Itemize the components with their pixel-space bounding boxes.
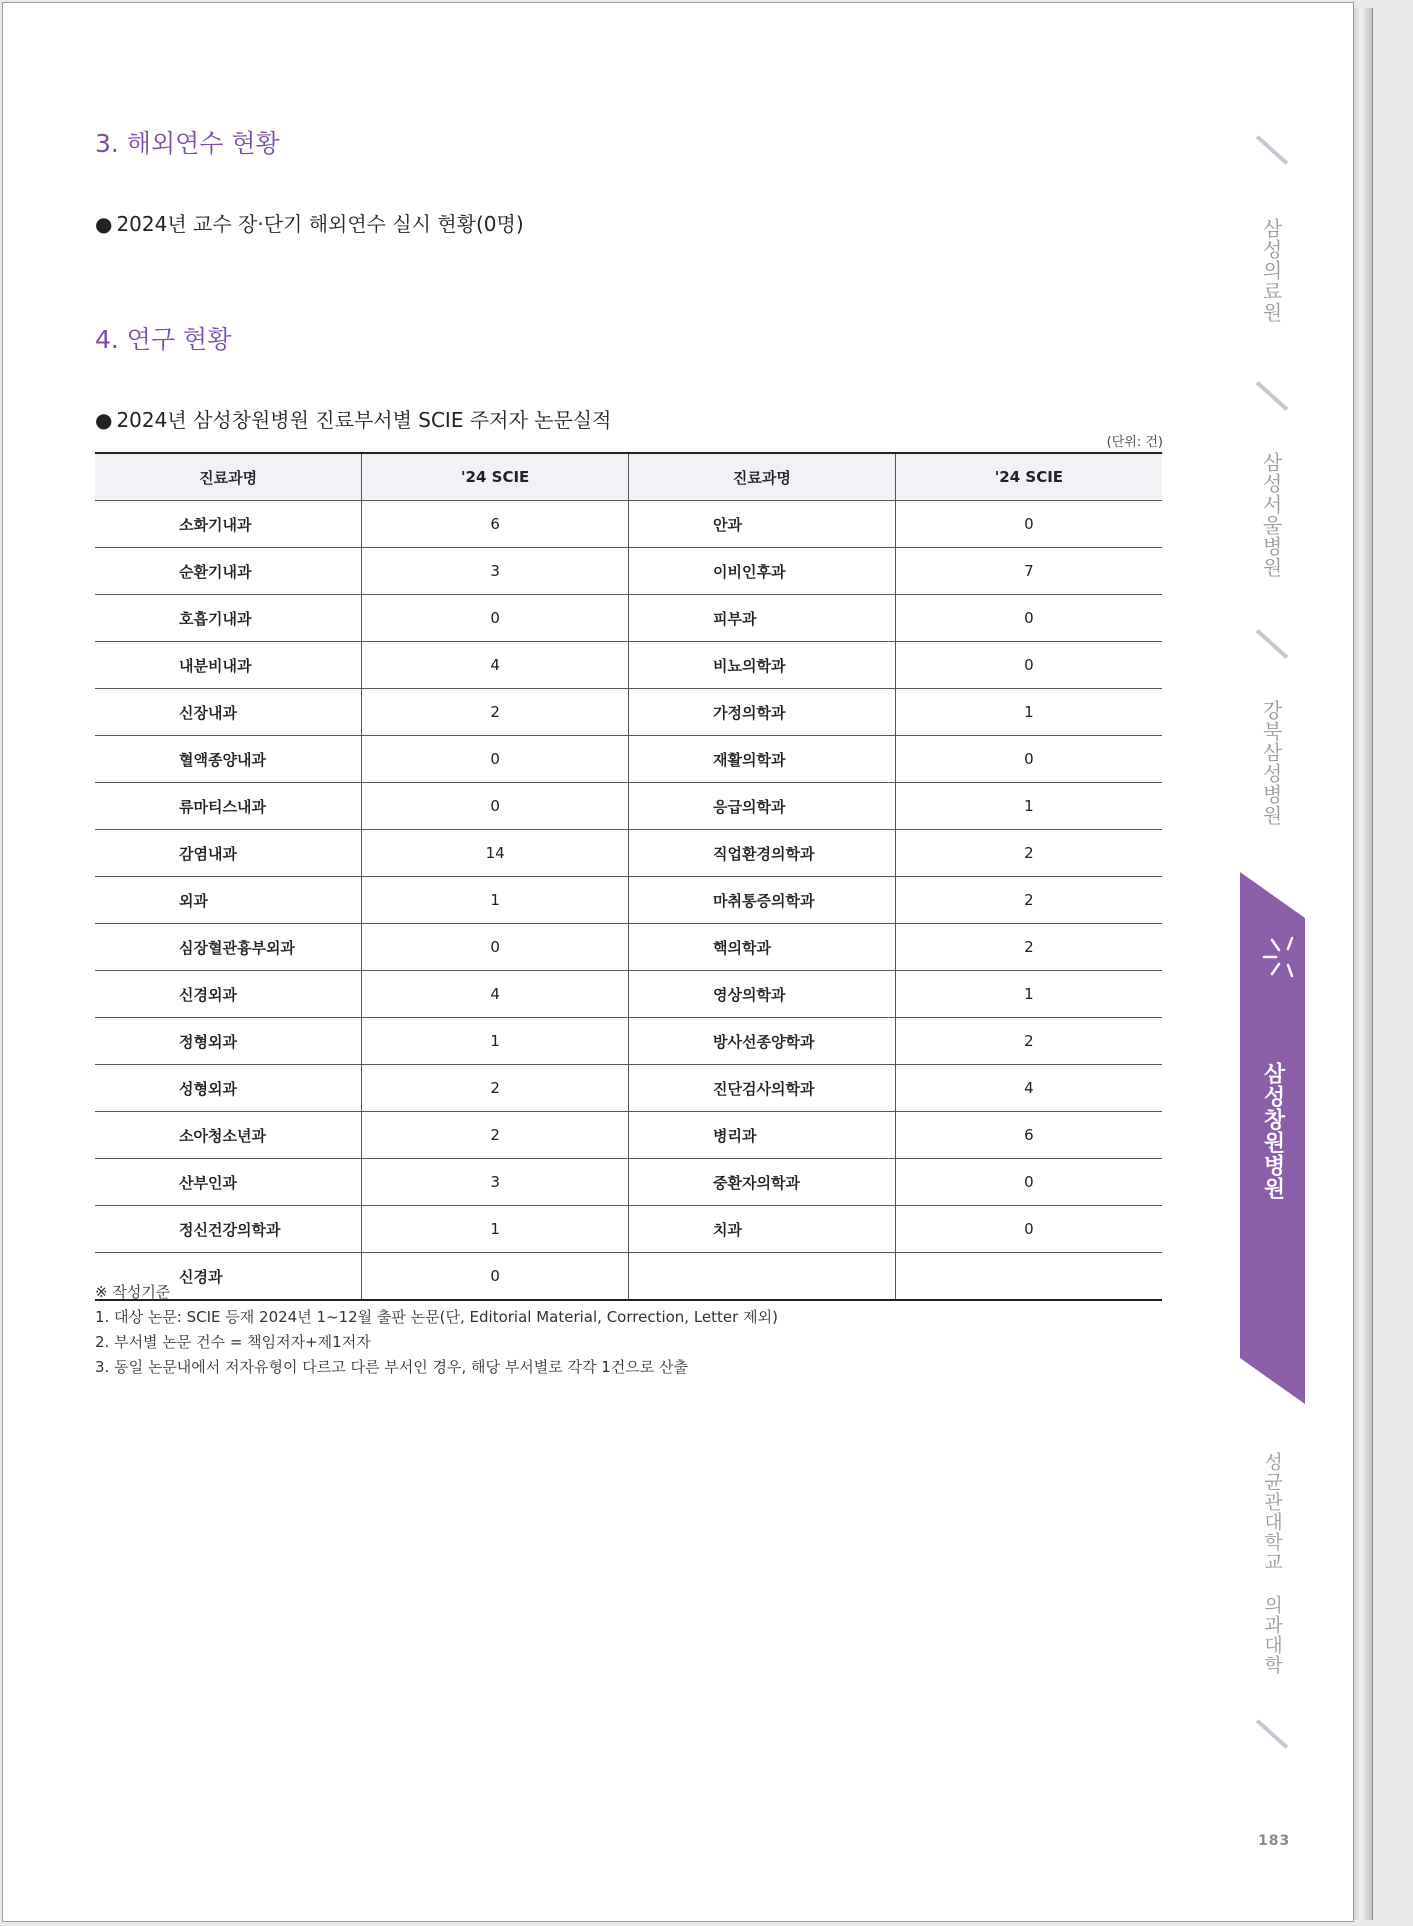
scie-count-cell: 6 <box>895 1112 1162 1159</box>
scie-count-cell: 1 <box>895 689 1162 736</box>
scie-count-cell: 0 <box>895 501 1162 548</box>
department-cell: 혈액종양내과 <box>95 736 362 783</box>
department-cell: 류마티스내과 <box>95 783 362 830</box>
scie-count-cell: 7 <box>895 548 1162 595</box>
department-cell: 핵의학과 <box>629 924 896 971</box>
department-cell: 안과 <box>629 501 896 548</box>
scie-count-cell: 4 <box>362 971 629 1018</box>
nav-item-samsung-medical[interactable]: 삼성의료원 <box>1259 218 1283 323</box>
department-cell: 치과 <box>629 1206 896 1253</box>
header-dept-right: 진료과명 <box>629 453 896 501</box>
department-cell: 가정의학과 <box>629 689 896 736</box>
scie-count-cell: 2 <box>895 830 1162 877</box>
scie-count-cell: 2 <box>362 1112 629 1159</box>
scie-count-cell: 1 <box>362 1018 629 1065</box>
department-cell: 소아청소년과 <box>95 1112 362 1159</box>
notes <box>95 1280 778 1380</box>
header-dept-left: 진료과명 <box>95 453 362 501</box>
burst-icon <box>1262 932 1302 982</box>
notes-heading: ※ 작성기준 <box>95 1283 171 1301</box>
section4-bullet-text: 2024년 삼성창원병원 진료부서별 SCIE 주저자 논문실적 <box>116 408 612 432</box>
table-row <box>95 736 1162 783</box>
note-item: 3. 동일 논문내에서 저자유형이 다르고 다른 부서인 경우, 해당 부서별로 각각 1건으로 산출 <box>95 1358 688 1376</box>
table-row <box>95 830 1162 877</box>
note-item: 2. 부서별 논문 건수 = 책임저자+제1저자 <box>95 1333 371 1351</box>
table-row <box>95 1206 1162 1253</box>
department-cell: 소화기내과 <box>95 501 362 548</box>
table-row <box>95 548 1162 595</box>
department-cell: 순환기내과 <box>95 548 362 595</box>
scie-count-cell: 1 <box>895 783 1162 830</box>
scie-count-cell: 0 <box>362 1253 629 1301</box>
table-row <box>95 1159 1162 1206</box>
section3-bullet <box>95 208 524 237</box>
department-cell: 중환자의학과 <box>629 1159 896 1206</box>
bullet-icon: ● <box>95 212 113 236</box>
scie-count-cell: 0 <box>362 736 629 783</box>
header-scie-right: '24 SCIE <box>895 453 1162 501</box>
scie-count-cell: 2 <box>895 1018 1162 1065</box>
department-cell: 정신건강의학과 <box>95 1206 362 1253</box>
department-cell: 정형외과 <box>95 1018 362 1065</box>
scie-count-cell: 6 <box>362 501 629 548</box>
scie-count-cell: 3 <box>362 548 629 595</box>
nav-item-kangbuk-samsung[interactable]: 강북삼성병원 <box>1259 700 1283 826</box>
table-row <box>95 689 1162 736</box>
table-row <box>95 877 1162 924</box>
department-cell: 마취통증의학과 <box>629 877 896 924</box>
scie-count-cell: 0 <box>895 1159 1162 1206</box>
department-cell: 재활의학과 <box>629 736 896 783</box>
table-row <box>95 1065 1162 1112</box>
scie-count-cell: 0 <box>895 1206 1162 1253</box>
department-cell: 응급의학과 <box>629 783 896 830</box>
scie-count-cell: 2 <box>895 924 1162 971</box>
department-cell: 외과 <box>95 877 362 924</box>
department-cell: 신경과 <box>95 1253 362 1301</box>
page-number: 183 <box>1258 1833 1291 1849</box>
department-cell: 이비인후과 <box>629 548 896 595</box>
unit-note: (단위: 건) <box>1106 435 1163 450</box>
section4-title: 4. 연구 현황 <box>95 325 232 354</box>
scie-count-cell: 1 <box>362 1206 629 1253</box>
nav-item-skku-medicine[interactable]: 성균관대학교 의과대학 <box>1261 1452 1283 1675</box>
table-body <box>95 501 1162 1301</box>
nav-item-samsung-changwon[interactable]: 삼성창원병원 <box>1260 1062 1285 1200</box>
scie-table <box>95 452 1162 1301</box>
department-cell: 신경외과 <box>95 971 362 1018</box>
table-row <box>95 1018 1162 1065</box>
scie-count-cell: 14 <box>362 830 629 877</box>
header-scie-left: '24 SCIE <box>362 453 629 501</box>
scie-count-cell: 0 <box>362 783 629 830</box>
department-cell: 진단검사의학과 <box>629 1065 896 1112</box>
scie-count-cell: 0 <box>362 924 629 971</box>
department-cell: 피부과 <box>629 595 896 642</box>
scie-count-cell: 0 <box>895 736 1162 783</box>
department-cell: 직업환경의학과 <box>629 830 896 877</box>
scie-count-cell: 1 <box>362 877 629 924</box>
table-row <box>95 501 1162 548</box>
nav-item-samsung-seoul[interactable]: 삼성서울병원 <box>1259 452 1283 578</box>
scie-count-cell: 4 <box>362 642 629 689</box>
page-edge-shadow <box>1354 8 1373 1920</box>
scie-count-cell: 3 <box>362 1159 629 1206</box>
department-cell: 신장내과 <box>95 689 362 736</box>
department-cell: 산부인과 <box>95 1159 362 1206</box>
department-cell: 호흡기내과 <box>95 595 362 642</box>
department-cell: 내분비내과 <box>95 642 362 689</box>
department-cell: 감염내과 <box>95 830 362 877</box>
scie-count-cell: 1 <box>895 971 1162 1018</box>
scie-count-cell: 4 <box>895 1065 1162 1112</box>
department-cell: 방사선종양학과 <box>629 1018 896 1065</box>
table-row <box>95 971 1162 1018</box>
scie-count-cell: 0 <box>895 595 1162 642</box>
section3-bullet-text: 2024년 교수 장·단기 해외연수 실시 현황(0명) <box>116 212 524 236</box>
table-row <box>95 642 1162 689</box>
department-cell: 성형외과 <box>95 1065 362 1112</box>
table-row <box>95 1112 1162 1159</box>
scie-count-cell: 2 <box>362 1065 629 1112</box>
section3-title: 3. 해외연수 현황 <box>95 129 280 158</box>
scie-count-cell: 2 <box>362 689 629 736</box>
table-row <box>95 595 1162 642</box>
scie-count-cell <box>895 1253 1162 1301</box>
scie-count-cell: 2 <box>895 877 1162 924</box>
department-cell: 심장혈관흉부외과 <box>95 924 362 971</box>
bullet-icon: ● <box>95 408 113 432</box>
scie-count-cell: 0 <box>362 595 629 642</box>
table-row <box>95 783 1162 830</box>
note-item: 1. 대상 논문: SCIE 등재 2024년 1~12월 출판 논문(단, Editorial Material, Correction, Letter 제외) <box>95 1308 778 1326</box>
department-cell: 병리과 <box>629 1112 896 1159</box>
department-cell: 영상의학과 <box>629 971 896 1018</box>
scie-count-cell: 0 <box>895 642 1162 689</box>
table-header-row <box>95 453 1162 501</box>
table-row <box>95 924 1162 971</box>
section4-bullet <box>95 404 611 433</box>
department-cell: 비뇨의학과 <box>629 642 896 689</box>
